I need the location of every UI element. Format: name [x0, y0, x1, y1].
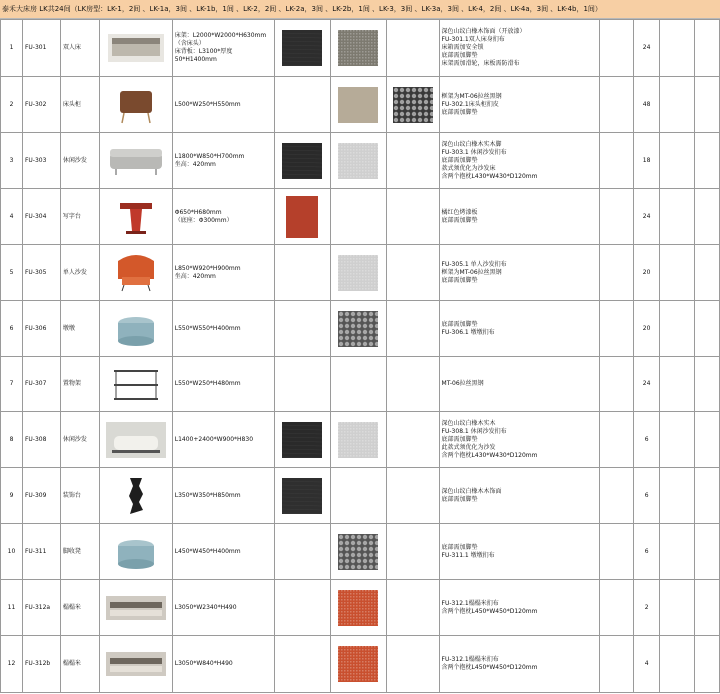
item-description: FU-312.1榻榻米扪布 含两个抱枕L450*W450*D120mm	[439, 636, 600, 693]
item-name: 墩墩	[60, 301, 99, 357]
item-image	[99, 412, 172, 468]
item-image	[99, 468, 172, 524]
material-swatch-cell	[386, 524, 439, 580]
empty-cell	[600, 20, 634, 77]
material-swatch-cell	[386, 636, 439, 693]
row-number: 6	[1, 301, 23, 357]
item-description: 深色山纹白橡木实木 FU-308.1 休闲沙发扪布 底部需加脚垫 此款式须优化为沙发 含两个抱枕L430*W430*D120mm	[439, 412, 600, 468]
empty-cell	[694, 636, 719, 693]
material-swatch-cell	[274, 580, 330, 636]
material-swatch-cell	[330, 412, 386, 468]
tatami-b-image	[106, 642, 166, 686]
armchair-image	[106, 251, 166, 295]
empty-cell	[600, 580, 634, 636]
item-name: 单人沙发	[60, 245, 99, 301]
material-swatch-cell	[330, 77, 386, 133]
material-swatch	[338, 255, 378, 291]
material-swatch-cell	[274, 20, 330, 77]
item-description: 深色山纹白橡木实木脚 FU-303.1 休闲沙发扪布 底部需加脚垫 款式须优化为沙发床 含两个抱枕L430*W430*D120mm	[439, 133, 600, 189]
material-swatch-cell	[274, 301, 330, 357]
material-swatch-cell	[330, 580, 386, 636]
pouf-image	[106, 307, 166, 351]
item-quantity: 48	[634, 77, 660, 133]
material-swatch	[338, 143, 378, 179]
material-swatch-cell	[274, 133, 330, 189]
item-spec: L550*W250*H480mm	[172, 357, 274, 412]
row-number: 10	[1, 524, 23, 580]
material-swatch	[393, 87, 433, 123]
empty-cell	[600, 636, 634, 693]
empty-cell	[694, 133, 719, 189]
empty-cell	[694, 524, 719, 580]
empty-cell	[600, 77, 634, 133]
sheet-header: 泰禾大床房 LK共24间（LK房型：LK-1，2间 、LK-1a，3间 、LK-1b，1间 、LK-2，2间 、LK-2a，3间 、LK-2b，1间 、LK-3，3间 、LK-3a，3间 、LK-4，2间 、LK-4a，3间 、LK-4b，1间）	[0, 0, 720, 19]
empty-cell	[660, 580, 695, 636]
material-swatch-cell	[386, 189, 439, 245]
row-number: 7	[1, 357, 23, 412]
item-image	[99, 357, 172, 412]
item-description: 框架为MT-06拉丝黑钢 FU-302.1床头柜扪皮 底部需加脚垫	[439, 77, 600, 133]
empty-cell	[694, 77, 719, 133]
table-row	[1, 580, 720, 636]
empty-cell	[600, 524, 634, 580]
item-spec: L1800*W850*H700mm 坐高：420mm	[172, 133, 274, 189]
empty-cell	[660, 357, 695, 412]
table-row	[1, 20, 720, 77]
empty-cell	[660, 77, 695, 133]
table-row	[1, 133, 720, 189]
material-swatch-cell	[274, 636, 330, 693]
item-spec: L450*W450*H400mm	[172, 524, 274, 580]
item-description: 橘红色烤漆板 底部需加脚垫	[439, 189, 600, 245]
item-image	[99, 189, 172, 245]
material-swatch	[338, 422, 378, 458]
material-swatch-cell	[330, 20, 386, 77]
material-swatch-cell	[330, 524, 386, 580]
empty-cell	[600, 468, 634, 524]
item-name: 脚收凳	[60, 524, 99, 580]
item-image	[99, 301, 172, 357]
item-code: FU-304	[22, 189, 60, 245]
table-row	[1, 524, 720, 580]
item-quantity: 18	[634, 133, 660, 189]
item-spec: L1400+2400*W900*H830	[172, 412, 274, 468]
material-swatch-cell	[274, 245, 330, 301]
material-swatch-cell	[274, 412, 330, 468]
material-swatch-cell	[386, 20, 439, 77]
row-number: 2	[1, 77, 23, 133]
table-row	[1, 301, 720, 357]
material-swatch	[338, 646, 378, 682]
empty-cell	[660, 412, 695, 468]
empty-cell	[660, 468, 695, 524]
material-swatch-cell	[274, 77, 330, 133]
item-code: FU-305	[22, 245, 60, 301]
item-quantity: 24	[634, 20, 660, 77]
material-swatch	[338, 311, 378, 347]
material-swatch	[282, 422, 322, 458]
row-number: 8	[1, 412, 23, 468]
empty-cell	[660, 636, 695, 693]
empty-cell	[694, 580, 719, 636]
item-description: FU-305.1 单人沙发扪布 框架为MT-06拉丝黑钢 底部需加脚垫	[439, 245, 600, 301]
material-swatch-cell	[386, 357, 439, 412]
sectional-sofa-image	[106, 418, 166, 462]
shelf-image	[106, 362, 166, 406]
empty-cell	[600, 189, 634, 245]
item-description: 深色山纹白橡木饰面（开放漆） FU-301.1双人床身扪布 床箱需加安全锁 底部需加脚垫 床架需加滑轮，床板需防滑布	[439, 20, 600, 77]
item-code: FU-311	[22, 524, 60, 580]
item-quantity: 6	[634, 468, 660, 524]
material-swatch-cell	[330, 301, 386, 357]
row-number: 9	[1, 468, 23, 524]
desk-image	[106, 195, 166, 239]
item-description: FU-312.1榻榻米扪布 含两个抱枕L450*W450*D120mm	[439, 580, 600, 636]
item-description: 深色山纹白橡木木饰面 底部需加脚垫	[439, 468, 600, 524]
footstool-image	[106, 530, 166, 574]
empty-cell	[694, 301, 719, 357]
material-swatch-cell	[386, 468, 439, 524]
empty-cell	[660, 245, 695, 301]
item-description: 底部需加脚垫 FU-306.1 墩墩扪布	[439, 301, 600, 357]
material-swatch	[338, 534, 378, 570]
empty-cell	[660, 189, 695, 245]
material-swatch-cell	[386, 580, 439, 636]
empty-cell	[600, 245, 634, 301]
item-quantity: 6	[634, 412, 660, 468]
item-code: FU-312a	[22, 580, 60, 636]
nightstand-image	[106, 83, 166, 127]
item-quantity: 20	[634, 301, 660, 357]
table-row	[1, 245, 720, 301]
row-number: 1	[1, 20, 23, 77]
furniture-table	[0, 19, 720, 693]
item-name: 写字台	[60, 189, 99, 245]
material-swatch-cell	[330, 357, 386, 412]
empty-cell	[694, 20, 719, 77]
item-image	[99, 636, 172, 693]
empty-cell	[694, 412, 719, 468]
item-spec: Φ650*H680mm （底座：Φ300mm）	[172, 189, 274, 245]
table-row	[1, 636, 720, 693]
item-image	[99, 133, 172, 189]
material-swatch	[282, 30, 322, 66]
material-swatch-cell	[330, 636, 386, 693]
item-image	[99, 580, 172, 636]
material-swatch-cell	[274, 189, 330, 245]
item-quantity: 4	[634, 636, 660, 693]
item-spec: L3050*W840*H490	[172, 636, 274, 693]
row-number: 4	[1, 189, 23, 245]
item-image	[99, 20, 172, 77]
material-swatch	[338, 590, 378, 626]
item-name: 置物架	[60, 357, 99, 412]
row-number: 3	[1, 133, 23, 189]
material-swatch-cell	[330, 189, 386, 245]
item-spec: L550*W550*H400mm	[172, 301, 274, 357]
table-row	[1, 468, 720, 524]
empty-cell	[694, 357, 719, 412]
item-code: FU-309	[22, 468, 60, 524]
item-quantity: 20	[634, 245, 660, 301]
decor-stand-image	[106, 474, 166, 518]
table-row	[1, 357, 720, 412]
item-quantity: 6	[634, 524, 660, 580]
item-image	[99, 245, 172, 301]
empty-cell	[600, 133, 634, 189]
row-number: 5	[1, 245, 23, 301]
material-swatch-cell	[274, 468, 330, 524]
material-swatch	[338, 30, 378, 66]
material-swatch-cell	[386, 301, 439, 357]
empty-cell	[600, 301, 634, 357]
item-description: 底部需加脚垫 FU-311.1 墩墩扪布	[439, 524, 600, 580]
empty-cell	[694, 245, 719, 301]
material-swatch-cell	[274, 524, 330, 580]
item-spec: L350*W350*H850mm	[172, 468, 274, 524]
item-name: 床头柜	[60, 77, 99, 133]
material-swatch-cell	[386, 77, 439, 133]
row-number: 11	[1, 580, 23, 636]
row-number: 12	[1, 636, 23, 693]
empty-cell	[660, 301, 695, 357]
material-swatch-cell	[386, 133, 439, 189]
item-name: 装饰台	[60, 468, 99, 524]
material-swatch-cell	[330, 468, 386, 524]
item-code: FU-307	[22, 357, 60, 412]
item-code: FU-312b	[22, 636, 60, 693]
item-code: FU-308	[22, 412, 60, 468]
material-swatch	[282, 478, 322, 514]
empty-cell	[694, 468, 719, 524]
item-name: 榻榻米	[60, 636, 99, 693]
item-name: 榻榻米	[60, 580, 99, 636]
item-code: FU-301	[22, 20, 60, 77]
lounge-sofa-image	[106, 139, 166, 183]
empty-cell	[660, 133, 695, 189]
item-code: FU-302	[22, 77, 60, 133]
item-quantity: 24	[634, 357, 660, 412]
item-spec: L3050*W2340*H490	[172, 580, 274, 636]
table-row	[1, 189, 720, 245]
material-swatch	[282, 143, 322, 179]
empty-cell	[600, 412, 634, 468]
table-row	[1, 77, 720, 133]
double-bed-image	[106, 26, 166, 70]
empty-cell	[694, 189, 719, 245]
item-spec: 床架：L2000*W2000*H630mm （含床头） 床背板：L3100*厚度 50*H1400mm	[172, 20, 274, 77]
material-swatch-cell	[386, 245, 439, 301]
item-name: 休闲沙发	[60, 412, 99, 468]
item-code: FU-303	[22, 133, 60, 189]
item-description: MT-06拉丝黑钢	[439, 357, 600, 412]
item-image	[99, 524, 172, 580]
material-swatch	[286, 196, 318, 238]
material-swatch-cell	[274, 357, 330, 412]
item-spec: L500*W250*H550mm	[172, 77, 274, 133]
item-spec: L850*W920*H900mm 坐高：420mm	[172, 245, 274, 301]
item-quantity: 2	[634, 580, 660, 636]
item-image	[99, 77, 172, 133]
item-name: 休闲沙发	[60, 133, 99, 189]
item-quantity: 24	[634, 189, 660, 245]
material-swatch-cell	[330, 133, 386, 189]
tatami-a-image	[106, 586, 166, 630]
material-swatch	[338, 87, 378, 123]
item-name: 双人床	[60, 20, 99, 77]
material-swatch-cell	[330, 245, 386, 301]
table-row	[1, 412, 720, 468]
item-code: FU-306	[22, 301, 60, 357]
material-swatch-cell	[386, 412, 439, 468]
empty-cell	[660, 20, 695, 77]
empty-cell	[600, 357, 634, 412]
empty-cell	[660, 524, 695, 580]
